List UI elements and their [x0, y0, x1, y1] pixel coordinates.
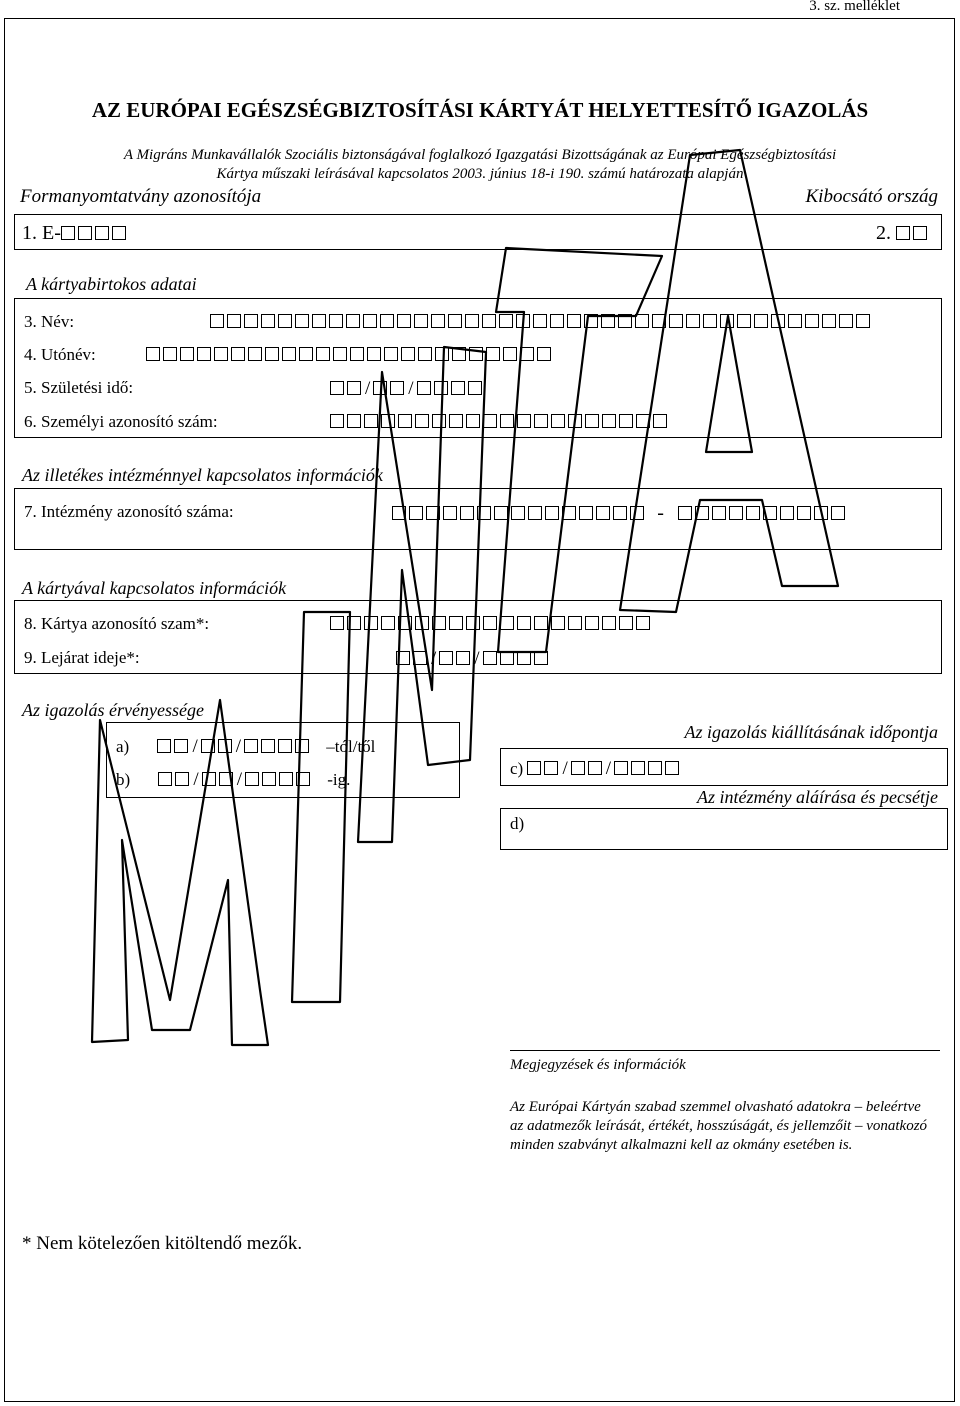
char-box[interactable]	[568, 616, 582, 630]
holder-section-title: A kártyabirtokos adatai	[26, 274, 197, 294]
char-box[interactable]	[316, 347, 330, 361]
char-box[interactable]	[452, 347, 466, 361]
char-box[interactable]	[585, 414, 599, 428]
char-box[interactable]	[330, 381, 344, 395]
char-box[interactable]	[486, 347, 500, 361]
char-box[interactable]	[568, 414, 582, 428]
char-box[interactable]	[175, 772, 189, 786]
char-box[interactable]	[797, 506, 811, 520]
char-box[interactable]	[409, 506, 423, 520]
char-box[interactable]	[244, 739, 258, 753]
char-box[interactable]	[695, 506, 709, 520]
char-box[interactable]	[763, 506, 777, 520]
char-box[interactable]	[415, 616, 429, 630]
annex-label: 3. sz. melléklet	[809, 0, 900, 14]
char-box[interactable]	[443, 506, 457, 520]
char-box[interactable]	[579, 506, 593, 520]
date-separator: /	[192, 736, 198, 757]
char-box[interactable]	[231, 347, 245, 361]
char-box[interactable]	[780, 506, 794, 520]
char-box[interactable]	[333, 347, 347, 361]
char-box[interactable]	[396, 651, 410, 665]
char-box[interactable]	[520, 347, 534, 361]
char-box[interactable]	[516, 314, 530, 328]
char-box[interactable]	[466, 616, 480, 630]
char-box[interactable]	[602, 616, 616, 630]
char-box[interactable]	[364, 616, 378, 630]
date-separator: /	[605, 758, 612, 779]
char-box[interactable]	[602, 414, 616, 428]
char-box[interactable]	[299, 347, 313, 361]
char-box[interactable]	[432, 616, 446, 630]
char-box[interactable]	[350, 347, 364, 361]
field-1	[22, 222, 129, 245]
char-box[interactable]	[534, 651, 548, 665]
char-box[interactable]	[418, 347, 432, 361]
char-box[interactable]	[157, 739, 171, 753]
personal-id-input[interactable]	[330, 412, 670, 432]
name-label: 3. Név:	[24, 312, 75, 331]
char-box[interactable]	[278, 739, 292, 753]
card-id-input[interactable]	[330, 614, 653, 634]
char-box[interactable]	[248, 347, 262, 361]
char-box[interactable]	[585, 616, 599, 630]
char-box[interactable]	[245, 772, 259, 786]
char-box[interactable]	[414, 314, 428, 328]
char-box[interactable]	[665, 761, 679, 775]
char-box[interactable]	[551, 414, 565, 428]
char-box[interactable]	[390, 381, 404, 395]
char-box[interactable]	[500, 651, 514, 665]
char-box[interactable]	[839, 314, 853, 328]
signature-letter: d)	[510, 814, 525, 833]
char-box[interactable]	[392, 506, 406, 520]
field-2	[876, 222, 930, 245]
char-box[interactable]	[896, 226, 910, 240]
birth-date-label: 5. Születési idő:	[24, 378, 134, 397]
char-box[interactable]	[831, 506, 845, 520]
date-separator: /	[408, 378, 414, 399]
birth-date-input[interactable]	[330, 378, 485, 400]
char-box[interactable]	[527, 761, 541, 775]
char-box[interactable]	[381, 616, 395, 630]
char-box[interactable]	[448, 314, 462, 328]
char-box[interactable]	[397, 314, 411, 328]
char-box[interactable]	[500, 414, 514, 428]
institution-id-label: 7. Intézmény azonosító száma:	[24, 502, 234, 521]
char-box[interactable]	[227, 314, 241, 328]
char-box[interactable]	[499, 314, 513, 328]
valid-from-row	[116, 736, 375, 758]
form-id-box	[14, 214, 942, 250]
valid-to-row	[116, 769, 350, 791]
char-box[interactable]	[483, 616, 497, 630]
char-box[interactable]	[517, 651, 531, 665]
char-box[interactable]	[278, 314, 292, 328]
validity-section-title: Az igazolás érvényessége	[22, 700, 204, 720]
char-box[interactable]	[805, 314, 819, 328]
char-box[interactable]	[737, 314, 751, 328]
char-box[interactable]	[434, 381, 448, 395]
char-box[interactable]	[788, 314, 802, 328]
char-box[interactable]	[158, 772, 172, 786]
char-box[interactable]	[534, 616, 548, 630]
char-box[interactable]	[367, 347, 381, 361]
char-box[interactable]	[584, 314, 598, 328]
char-box[interactable]	[517, 414, 531, 428]
char-box[interactable]	[262, 772, 276, 786]
char-box[interactable]	[95, 226, 109, 240]
valid-from-input[interactable]	[157, 737, 312, 756]
form-title: AZ EURÓPAI EGÉSZSÉGBIZTOSÍTÁSI KÁRTYÁT HELYETTESÍTŐ IGAZOLÁS	[91, 98, 869, 122]
char-box[interactable]	[449, 616, 463, 630]
char-box[interactable]	[771, 314, 785, 328]
notes-body: Az Európai Kártyán szabad szemmel olvasható adatokra – beleértve az adatmezők leírását, értékét, hosszúságát, és jellemzőit – vonatkozó minden szabványt alkalmazni kell az okmány esetében is.	[510, 1099, 928, 1153]
char-box[interactable]	[483, 414, 497, 428]
char-box[interactable]	[596, 506, 610, 520]
valid-from-letter: a)	[116, 737, 130, 756]
char-box[interactable]	[571, 761, 585, 775]
date-separator: /	[235, 736, 242, 757]
char-box[interactable]	[469, 347, 483, 361]
issue-date-label: Az igazolás kiállításának időpontja	[684, 722, 938, 742]
card-id-label: 8. Kártya azonosító szam*:	[24, 614, 210, 633]
char-box[interactable]	[856, 314, 870, 328]
card-section-title: A kártyával kapcsolatos információk	[22, 578, 287, 598]
char-box[interactable]	[439, 651, 453, 665]
char-box[interactable]	[517, 616, 531, 630]
char-box[interactable]	[449, 414, 463, 428]
char-box[interactable]	[426, 506, 440, 520]
char-box[interactable]	[347, 616, 361, 630]
char-box[interactable]	[451, 381, 465, 395]
char-box[interactable]	[261, 739, 275, 753]
char-box[interactable]	[401, 347, 415, 361]
char-box[interactable]	[78, 226, 92, 240]
char-box[interactable]	[197, 347, 211, 361]
char-box[interactable]	[163, 347, 177, 361]
valid-to-suffix: -ig.	[327, 770, 351, 789]
char-box[interactable]	[295, 314, 309, 328]
valid-from-suffix: –tól/től	[326, 737, 376, 756]
date-separator: /	[236, 769, 242, 790]
form-id-label: Formanyomtatvány azonosítója	[20, 186, 262, 207]
institution-section-title: Az illetékes intézménnyel kapcsolatos információk	[22, 465, 383, 485]
char-box[interactable]	[613, 506, 627, 520]
char-box[interactable]	[631, 761, 645, 775]
char-box[interactable]	[112, 226, 126, 240]
char-box[interactable]	[712, 506, 726, 520]
char-box[interactable]	[417, 381, 431, 395]
valid-to-letter: b)	[116, 770, 131, 789]
date-separator: /	[365, 378, 371, 399]
char-box[interactable]	[347, 381, 361, 395]
char-box[interactable]	[384, 347, 398, 361]
char-box[interactable]	[282, 347, 296, 361]
char-box[interactable]	[346, 314, 360, 328]
char-box[interactable]	[511, 506, 525, 520]
char-box[interactable]	[550, 314, 564, 328]
char-box[interactable]	[431, 314, 445, 328]
char-box[interactable]	[465, 314, 479, 328]
char-box[interactable]	[601, 314, 615, 328]
institution-id-dash: -	[657, 502, 664, 524]
char-box[interactable]	[822, 314, 836, 328]
field-1-number: 1.	[22, 222, 37, 244]
char-box[interactable]	[330, 414, 344, 428]
issue-date-row	[510, 758, 682, 780]
signature-box[interactable]	[500, 808, 948, 850]
char-box[interactable]	[503, 347, 517, 361]
char-box[interactable]	[678, 506, 692, 520]
char-box[interactable]	[218, 739, 232, 753]
given-name-input[interactable]	[146, 345, 554, 365]
char-box[interactable]	[312, 314, 326, 328]
valid-to-input[interactable]	[158, 770, 313, 789]
char-box[interactable]	[460, 506, 474, 520]
institution-id-input[interactable]	[392, 502, 848, 525]
form-id-prefix: E-	[42, 222, 61, 244]
char-box[interactable]	[398, 616, 412, 630]
char-box[interactable]	[551, 616, 565, 630]
char-box[interactable]	[329, 314, 343, 328]
subtitle-line-1: A Migráns Munkavállalók Szociális biztonságával foglalkozó Igazgatási Bizottságának az Európai Egészségbiztosítási	[123, 147, 837, 163]
char-box[interactable]	[614, 761, 628, 775]
char-box[interactable]	[296, 772, 310, 786]
char-box[interactable]	[466, 414, 480, 428]
subtitle-line-2: Kártya műszaki leírásával kapcsolatos 2003. június 18-i 190. számú határozata alapján	[216, 166, 744, 182]
char-box[interactable]	[477, 506, 491, 520]
date-separator: /	[193, 769, 199, 790]
char-box[interactable]	[413, 651, 427, 665]
expiry-date-input[interactable]	[396, 648, 551, 670]
char-box[interactable]	[913, 226, 927, 240]
char-box[interactable]	[483, 651, 497, 665]
char-box[interactable]	[686, 314, 700, 328]
char-box[interactable]	[544, 761, 558, 775]
char-box[interactable]	[261, 314, 275, 328]
char-box[interactable]	[545, 506, 559, 520]
char-box[interactable]	[648, 761, 662, 775]
char-box[interactable]	[214, 347, 228, 361]
char-box[interactable]	[588, 761, 602, 775]
char-box[interactable]	[567, 314, 581, 328]
char-box[interactable]	[398, 414, 412, 428]
char-box[interactable]	[201, 739, 215, 753]
char-box[interactable]	[432, 414, 446, 428]
char-box[interactable]	[295, 739, 309, 753]
char-box[interactable]	[619, 414, 633, 428]
char-box[interactable]	[468, 381, 482, 395]
char-box[interactable]	[180, 347, 194, 361]
name-input[interactable]	[210, 312, 873, 332]
form-id-input[interactable]	[61, 222, 129, 245]
char-box[interactable]	[562, 506, 576, 520]
char-box[interactable]	[61, 226, 75, 240]
char-box[interactable]	[636, 616, 650, 630]
char-box[interactable]	[720, 314, 734, 328]
char-box[interactable]	[746, 506, 760, 520]
char-box[interactable]	[754, 314, 768, 328]
notes-divider	[510, 1050, 940, 1051]
issue-date-input[interactable]	[527, 759, 682, 778]
char-box[interactable]	[364, 414, 378, 428]
expiry-date-label: 9. Lejárat ideje*:	[24, 648, 140, 667]
country-code-input[interactable]	[896, 222, 930, 245]
field-2-number: 2.	[876, 222, 891, 244]
char-box[interactable]	[482, 314, 496, 328]
char-box[interactable]	[456, 651, 470, 665]
char-box[interactable]	[619, 616, 633, 630]
char-box[interactable]	[618, 314, 632, 328]
char-box[interactable]	[500, 616, 514, 630]
char-box[interactable]	[381, 414, 395, 428]
char-box[interactable]	[533, 314, 547, 328]
char-box[interactable]	[494, 506, 508, 520]
char-box[interactable]	[703, 314, 717, 328]
char-box[interactable]	[279, 772, 293, 786]
char-box[interactable]	[669, 314, 683, 328]
given-name-label: 4. Utónév:	[24, 345, 96, 364]
char-box[interactable]	[347, 414, 361, 428]
char-box[interactable]	[435, 347, 449, 361]
char-box[interactable]	[534, 414, 548, 428]
char-box[interactable]	[219, 772, 233, 786]
char-box[interactable]	[373, 381, 387, 395]
issuing-country-label: Kibocsátó ország	[805, 186, 938, 207]
issue-date-letter: c)	[510, 759, 524, 778]
date-separator: /	[474, 648, 480, 669]
char-box[interactable]	[363, 314, 377, 328]
char-box[interactable]	[630, 506, 644, 520]
footnote: * Nem kötelezően kitöltendő mezők.	[22, 1233, 303, 1254]
char-box[interactable]	[265, 347, 279, 361]
char-box[interactable]	[146, 347, 160, 361]
personal-id-label: 6. Személyi azonosító szám:	[24, 412, 218, 431]
char-box[interactable]	[210, 314, 224, 328]
char-box[interactable]	[174, 739, 188, 753]
char-box[interactable]	[635, 314, 649, 328]
char-box[interactable]	[415, 414, 429, 428]
char-box[interactable]	[528, 506, 542, 520]
char-box[interactable]	[652, 314, 666, 328]
char-box[interactable]	[380, 314, 394, 328]
char-box[interactable]	[537, 347, 551, 361]
date-separator: /	[562, 758, 568, 779]
notes-heading: Megjegyzések és információk	[510, 1057, 686, 1073]
char-box[interactable]	[653, 414, 667, 428]
char-box[interactable]	[729, 506, 743, 520]
char-box[interactable]	[330, 616, 344, 630]
signature-label: Az intézmény aláírása és pecsétje	[697, 787, 938, 807]
char-box[interactable]	[814, 506, 828, 520]
char-box[interactable]	[202, 772, 216, 786]
date-separator: /	[431, 648, 437, 669]
char-box[interactable]	[244, 314, 258, 328]
char-box[interactable]	[636, 414, 650, 428]
